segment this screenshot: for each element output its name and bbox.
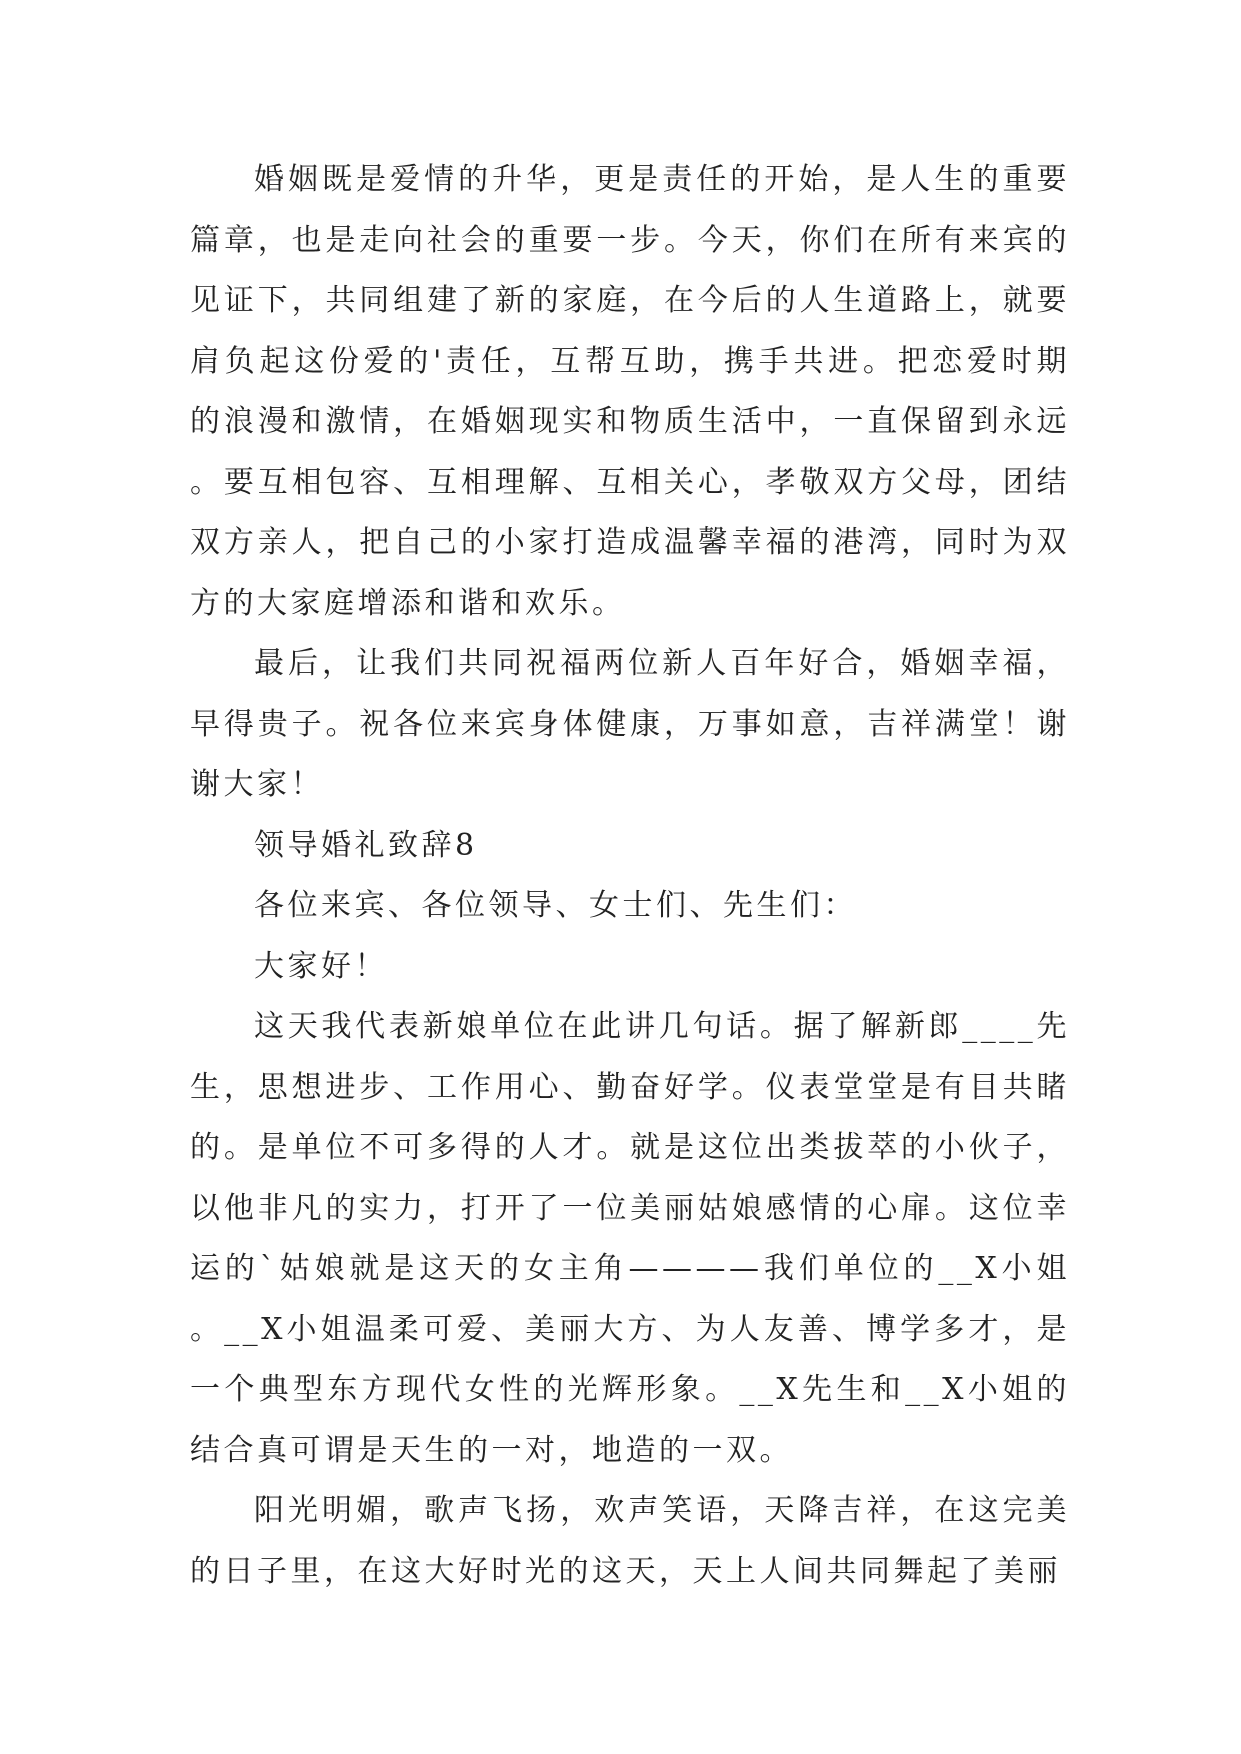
- paragraph: 这天我代表新娘单位在此讲几句话。据了解新郎____先生，思想进步、工作用心、勤奋好学。仪表堂堂是有目共睹的。是单位不可多得的人才。就是这位出类拔萃的小伙子，以他非凡的实力，打开了一位美丽姑娘感情的心扉。这位幸运的`姑娘就是这天的女主角————我们单位的__X小姐。__X小姐温柔可爱、美丽大方、为人友善、博学多才，是一个典型东方现代女性的光辉形象。__X先生和__X小姐的结合真可谓是天生的一对，地造的一双。: [190, 1009, 1070, 1468]
- section-heading: 领导婚礼致辞8: [254, 827, 478, 863]
- paragraph: 最后，让我们共同祝福两位新人百年好合，婚姻幸福，早得贵子。祝各位来宾身体健康，万事如意，吉祥满堂！谢谢大家！: [190, 646, 1070, 802]
- paragraph: 婚姻既是爱情的升华，更是责任的开始，是人生的重要篇章，也是走向社会的重要一步。今天，你们在所有来宾的见证下，共同组建了新的家庭，在今后的人生道路上，就要肩负起这份爱的'责任，互帮互助，携手共进。把恋爱时期的浪漫和激情，在婚姻现实和物质生活中，一直保留到永远。要互相包容、互相理解、互相关心，孝敬双方父母，团结双方亲人，把自己的小家打造成温馨幸福的港湾，同时为双方的大家庭增添和谐和欢乐。: [190, 162, 1070, 621]
- greeting: 大家好！: [254, 948, 388, 984]
- paragraph: 阳光明媚，歌声飞扬，欢声笑语，天降吉祥，在这完美的日子里，在这大好时光的这天，天上人间共同舞起了美丽: [190, 1493, 1070, 1589]
- salutation: 各位来宾、各位领导、女士们、先生们：: [254, 888, 857, 923]
- document-page: [190, 150, 1070, 1602]
